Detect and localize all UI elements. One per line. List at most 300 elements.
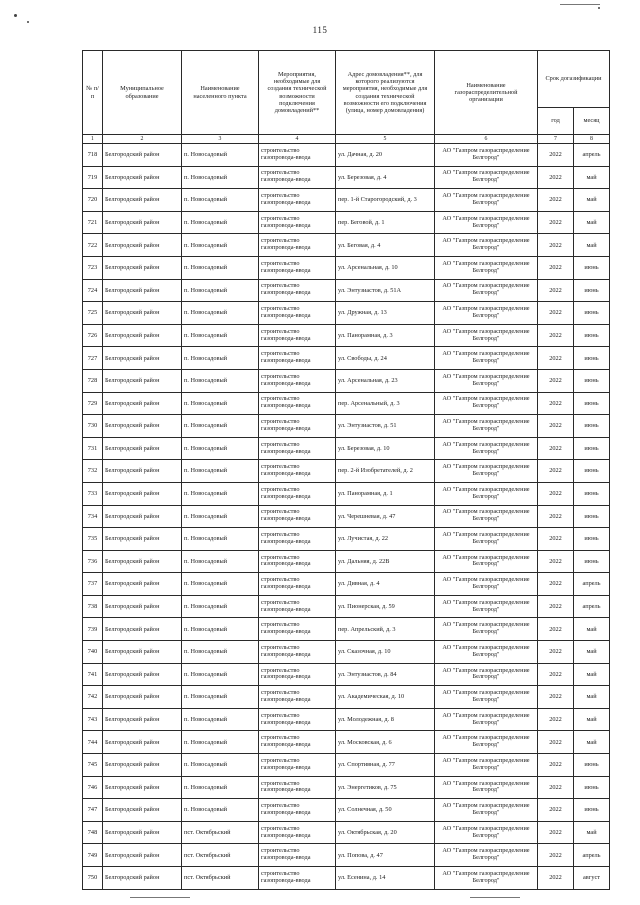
table-row [83, 392, 610, 415]
month-cell: июнь [574, 324, 610, 347]
row-number: 728 [83, 369, 103, 392]
column-number-row [83, 135, 610, 144]
row-number: 731 [83, 437, 103, 460]
row-number: 739 [83, 618, 103, 641]
month-cell: апрель [574, 573, 610, 596]
year-cell: 2022 [538, 663, 574, 686]
table-row [83, 821, 610, 844]
month-cell: июнь [574, 776, 610, 799]
table-row [83, 731, 610, 754]
org-cell: АО "Газпром газораспределение Белгород" [435, 663, 538, 686]
municipality-cell: Белгородский район [103, 189, 182, 212]
settlement-cell: п. Новосадовый [182, 324, 259, 347]
table-row [83, 867, 610, 890]
municipality-cell: Белгородский район [103, 821, 182, 844]
table-header [83, 51, 610, 144]
month-cell: июнь [574, 460, 610, 483]
municipality-cell: Белгородский район [103, 505, 182, 528]
municipality-cell: Белгородский район [103, 144, 182, 167]
address-cell: ул. Арсенальная, д. 23 [336, 369, 435, 392]
works-cell: строительство газопровода-ввода [259, 234, 336, 257]
address-cell: ул. Московская, д. 6 [336, 731, 435, 754]
address-cell: ул. Дачная, д. 20 [336, 144, 435, 167]
header-works: Мероприятия, необходимые для создания технической возможности подключения домовладений** [259, 51, 336, 135]
municipality-cell: Белгородский район [103, 799, 182, 822]
row-number: 746 [83, 776, 103, 799]
settlement-cell: п. Новосадовый [182, 708, 259, 731]
municipality-cell: Белгородский район [103, 844, 182, 867]
table-row [83, 641, 610, 664]
works-cell: строительство газопровода-ввода [259, 641, 336, 664]
municipality-cell: Белгородский район [103, 708, 182, 731]
address-cell: ул. Дружная, д. 13 [336, 302, 435, 325]
municipality-cell: Белгородский район [103, 392, 182, 415]
settlement-cell: п. Новосадовый [182, 144, 259, 167]
row-number: 736 [83, 550, 103, 573]
works-cell: строительство газопровода-ввода [259, 550, 336, 573]
table-row [83, 618, 610, 641]
column-number: 4 [259, 135, 336, 144]
municipality-cell: Белгородский район [103, 528, 182, 551]
year-cell: 2022 [538, 302, 574, 325]
year-cell: 2022 [538, 641, 574, 664]
year-cell: 2022 [538, 686, 574, 709]
settlement-cell: п. Новосадовый [182, 369, 259, 392]
municipality-cell: Белгородский район [103, 437, 182, 460]
month-cell: июнь [574, 754, 610, 777]
scan-streak [470, 897, 520, 898]
year-cell: 2022 [538, 369, 574, 392]
address-cell: ул. Попова, д. 47 [336, 844, 435, 867]
address-cell: ул. Академическая, д. 10 [336, 686, 435, 709]
org-cell: АО "Газпром газораспределение Белгород" [435, 415, 538, 438]
address-cell: ул. Арсенальная, д. 10 [336, 256, 435, 279]
works-cell: строительство газопровода-ввода [259, 460, 336, 483]
row-number: 729 [83, 392, 103, 415]
table-row [83, 595, 610, 618]
year-cell: 2022 [538, 482, 574, 505]
org-cell: АО "Газпром газораспределение Белгород" [435, 505, 538, 528]
works-cell: строительство газопровода-ввода [259, 595, 336, 618]
settlement-cell: пст. Октябрьский [182, 844, 259, 867]
works-cell: строительство газопровода-ввода [259, 505, 336, 528]
works-cell: строительство газопровода-ввода [259, 302, 336, 325]
month-cell: июнь [574, 482, 610, 505]
column-number: 1 [83, 135, 103, 144]
table-row [83, 279, 610, 302]
month-cell: май [574, 166, 610, 189]
page-number: 115 [312, 25, 328, 35]
municipality-cell: Белгородский район [103, 776, 182, 799]
year-cell: 2022 [538, 347, 574, 370]
org-cell: АО "Газпром газораспределение Белгород" [435, 256, 538, 279]
table-body [83, 144, 610, 890]
row-number: 747 [83, 799, 103, 822]
works-cell: строительство газопровода-ввода [259, 392, 336, 415]
header-org: Наименование газораспределительной организации [435, 51, 538, 135]
settlement-cell: п. Новосадовый [182, 731, 259, 754]
row-number: 735 [83, 528, 103, 551]
works-cell: строительство газопровода-ввода [259, 415, 336, 438]
works-cell: строительство газопровода-ввода [259, 776, 336, 799]
municipality-cell: Белгородский район [103, 415, 182, 438]
header-term: Срок догазификации [538, 51, 610, 108]
row-number: 718 [83, 144, 103, 167]
settlement-cell: п. Новосадовый [182, 595, 259, 618]
org-cell: АО "Газпром газораспределение Белгород" [435, 392, 538, 415]
address-cell: пер. 2-й Изобретателей, д. 2 [336, 460, 435, 483]
municipality-cell: Белгородский район [103, 211, 182, 234]
table-row [83, 844, 610, 867]
month-cell: май [574, 821, 610, 844]
settlement-cell: п. Новосадовый [182, 279, 259, 302]
table-row [83, 550, 610, 573]
row-number: 738 [83, 595, 103, 618]
org-cell: АО "Газпром газораспределение Белгород" [435, 776, 538, 799]
works-cell: строительство газопровода-ввода [259, 844, 336, 867]
year-cell: 2022 [538, 731, 574, 754]
header-settlement: Наименование населенного пункта [182, 51, 259, 135]
municipality-cell: Белгородский район [103, 573, 182, 596]
row-number: 721 [83, 211, 103, 234]
municipality-cell: Белгородский район [103, 279, 182, 302]
works-cell: строительство газопровода-ввода [259, 821, 336, 844]
row-number: 726 [83, 324, 103, 347]
header-municipality: Муниципальное образование [103, 51, 182, 135]
settlement-cell: п. Новосадовый [182, 663, 259, 686]
org-cell: АО "Газпром газораспределение Белгород" [435, 166, 538, 189]
table-row [83, 437, 610, 460]
address-cell: ул. Молодежная, д. 8 [336, 708, 435, 731]
address-cell: ул. Энтузиастов, д. 84 [336, 663, 435, 686]
column-number: 7 [538, 135, 574, 144]
org-cell: АО "Газпром газораспределение Белгород" [435, 821, 538, 844]
month-cell: июнь [574, 799, 610, 822]
table-row [83, 211, 610, 234]
settlement-cell: п. Новосадовый [182, 776, 259, 799]
settlement-cell: п. Новосадовый [182, 437, 259, 460]
year-cell: 2022 [538, 415, 574, 438]
org-cell: АО "Газпром газораспределение Белгород" [435, 867, 538, 890]
settlement-cell: п. Новосадовый [182, 211, 259, 234]
month-cell: июнь [574, 302, 610, 325]
address-cell: ул. Дивная, д. 4 [336, 573, 435, 596]
settlement-cell: п. Новосадовый [182, 302, 259, 325]
settlement-cell: п. Новосадовый [182, 415, 259, 438]
month-cell: июнь [574, 528, 610, 551]
municipality-cell: Белгородский район [103, 595, 182, 618]
address-cell: ул. Энтузиастов, д. 51А [336, 279, 435, 302]
org-cell: АО "Газпром газораспределение Белгород" [435, 799, 538, 822]
column-number: 6 [435, 135, 538, 144]
org-cell: АО "Газпром газораспределение Белгород" [435, 573, 538, 596]
works-cell: строительство газопровода-ввода [259, 144, 336, 167]
address-cell: ул. Есенина, д. 14 [336, 867, 435, 890]
address-cell: ул. Спортивная, д. 77 [336, 754, 435, 777]
municipality-cell: Белгородский район [103, 482, 182, 505]
year-cell: 2022 [538, 279, 574, 302]
table-row [83, 686, 610, 709]
month-cell: апрель [574, 844, 610, 867]
org-cell: АО "Газпром газораспределение Белгород" [435, 189, 538, 212]
org-cell: АО "Газпром газораспределение Белгород" [435, 754, 538, 777]
year-cell: 2022 [538, 550, 574, 573]
year-cell: 2022 [538, 867, 574, 890]
row-number: 741 [83, 663, 103, 686]
row-number: 725 [83, 302, 103, 325]
month-cell: май [574, 234, 610, 257]
year-cell: 2022 [538, 844, 574, 867]
scan-speck [14, 14, 17, 17]
org-cell: АО "Газпром газораспределение Белгород" [435, 347, 538, 370]
org-cell: АО "Газпром газораспределение Белгород" [435, 234, 538, 257]
month-cell: апрель [574, 595, 610, 618]
settlement-cell: п. Новосадовый [182, 799, 259, 822]
municipality-cell: Белгородский район [103, 731, 182, 754]
table-row [83, 369, 610, 392]
row-number: 745 [83, 754, 103, 777]
row-number: 748 [83, 821, 103, 844]
settlement-cell: п. Новосадовый [182, 505, 259, 528]
month-cell: июнь [574, 347, 610, 370]
table-row [83, 528, 610, 551]
table-row [83, 482, 610, 505]
month-cell: июнь [574, 392, 610, 415]
works-cell: строительство газопровода-ввода [259, 324, 336, 347]
org-cell: АО "Газпром газораспределение Белгород" [435, 144, 538, 167]
works-cell: строительство газопровода-ввода [259, 708, 336, 731]
month-cell: июнь [574, 256, 610, 279]
scan-speck [598, 7, 600, 9]
org-cell: АО "Газпром газораспределение Белгород" [435, 369, 538, 392]
works-cell: строительство газопровода-ввода [259, 482, 336, 505]
works-cell: строительство газопровода-ввода [259, 867, 336, 890]
year-cell: 2022 [538, 573, 574, 596]
table-row [83, 708, 610, 731]
address-cell: ул. Дальняя, д. 22В [336, 550, 435, 573]
year-cell: 2022 [538, 256, 574, 279]
scan-streak [560, 4, 600, 5]
year-cell: 2022 [538, 211, 574, 234]
settlement-cell: п. Новосадовый [182, 482, 259, 505]
table-row [83, 347, 610, 370]
gasification-table [82, 50, 610, 890]
table-row [83, 415, 610, 438]
settlement-cell: п. Новосадовый [182, 166, 259, 189]
org-cell: АО "Газпром газораспределение Белгород" [435, 595, 538, 618]
table-row [83, 505, 610, 528]
row-number: 732 [83, 460, 103, 483]
works-cell: строительство газопровода-ввода [259, 663, 336, 686]
year-cell: 2022 [538, 754, 574, 777]
municipality-cell: Белгородский район [103, 686, 182, 709]
municipality-cell: Белгородский район [103, 166, 182, 189]
address-cell: ул. Энтузиастов, д. 51 [336, 415, 435, 438]
month-cell: июнь [574, 437, 610, 460]
row-number: 733 [83, 482, 103, 505]
month-cell: май [574, 663, 610, 686]
year-cell: 2022 [538, 392, 574, 415]
works-cell: строительство газопровода-ввода [259, 754, 336, 777]
address-cell: ул. Черешневая, д. 47 [336, 505, 435, 528]
month-cell: май [574, 686, 610, 709]
year-cell: 2022 [538, 595, 574, 618]
month-cell: май [574, 708, 610, 731]
municipality-cell: Белгородский район [103, 460, 182, 483]
month-cell: май [574, 641, 610, 664]
year-cell: 2022 [538, 189, 574, 212]
municipality-cell: Белгородский район [103, 867, 182, 890]
org-cell: АО "Газпром газораспределение Белгород" [435, 211, 538, 234]
header-month: месяц [574, 108, 610, 135]
address-cell: ул. Лучистая, д. 22 [336, 528, 435, 551]
row-number: 724 [83, 279, 103, 302]
settlement-cell: п. Новосадовый [182, 528, 259, 551]
municipality-cell: Белгородский район [103, 302, 182, 325]
works-cell: строительство газопровода-ввода [259, 369, 336, 392]
org-cell: АО "Газпром газораспределение Белгород" [435, 302, 538, 325]
row-number: 719 [83, 166, 103, 189]
row-number: 730 [83, 415, 103, 438]
settlement-cell: пст. Октябрьский [182, 821, 259, 844]
settlement-cell: п. Новосадовый [182, 641, 259, 664]
row-number: 723 [83, 256, 103, 279]
table-row [83, 166, 610, 189]
year-cell: 2022 [538, 821, 574, 844]
org-cell: АО "Газпром газораспределение Белгород" [435, 324, 538, 347]
table-row [83, 663, 610, 686]
header-address: Адрес домовладения**, для которого реализуются мероприятия, необходимые для создания технической возможности его подключения (улица, номер домовладения) [336, 51, 435, 135]
works-cell: строительство газопровода-ввода [259, 437, 336, 460]
address-cell: пер. Арсенальный, д. 3 [336, 392, 435, 415]
year-cell: 2022 [538, 618, 574, 641]
org-cell: АО "Газпром газораспределение Белгород" [435, 708, 538, 731]
month-cell: май [574, 731, 610, 754]
org-cell: АО "Газпром газораспределение Белгород" [435, 844, 538, 867]
year-cell: 2022 [538, 166, 574, 189]
municipality-cell: Белгородский район [103, 754, 182, 777]
row-number: 734 [83, 505, 103, 528]
column-number: 8 [574, 135, 610, 144]
settlement-cell: п. Новосадовый [182, 234, 259, 257]
settlement-cell: пст. Октябрьский [182, 867, 259, 890]
settlement-cell: п. Новосадовый [182, 347, 259, 370]
works-cell: строительство газопровода-ввода [259, 347, 336, 370]
settlement-cell: п. Новосадовый [182, 754, 259, 777]
address-cell: пер. 1-й Старогородский, д. 3 [336, 189, 435, 212]
org-cell: АО "Газпром газораспределение Белгород" [435, 279, 538, 302]
month-cell: май [574, 211, 610, 234]
row-number: 742 [83, 686, 103, 709]
org-cell: АО "Газпром газораспределение Белгород" [435, 460, 538, 483]
table-row [83, 776, 610, 799]
row-number: 740 [83, 641, 103, 664]
row-number: 720 [83, 189, 103, 212]
month-cell: июнь [574, 505, 610, 528]
scan-speck [27, 21, 29, 23]
address-cell: ул. Солнечная, д. 50 [336, 799, 435, 822]
municipality-cell: Белгородский район [103, 234, 182, 257]
year-cell: 2022 [538, 799, 574, 822]
address-cell: ул. Энергетиков, д. 75 [336, 776, 435, 799]
year-cell: 2022 [538, 776, 574, 799]
table-row [83, 256, 610, 279]
row-number: 749 [83, 844, 103, 867]
row-number: 744 [83, 731, 103, 754]
row-number: 750 [83, 867, 103, 890]
year-cell: 2022 [538, 708, 574, 731]
municipality-cell: Белгородский район [103, 618, 182, 641]
column-number: 3 [182, 135, 259, 144]
header-num: № п/п [83, 51, 103, 135]
settlement-cell: п. Новосадовый [182, 618, 259, 641]
works-cell: строительство газопровода-ввода [259, 528, 336, 551]
works-cell: строительство газопровода-ввода [259, 686, 336, 709]
works-cell: строительство газопровода-ввода [259, 573, 336, 596]
org-cell: АО "Газпром газораспределение Белгород" [435, 437, 538, 460]
header-year: год [538, 108, 574, 135]
table-row [83, 234, 610, 257]
month-cell: апрель [574, 144, 610, 167]
org-cell: АО "Газпром газораспределение Белгород" [435, 618, 538, 641]
address-cell: ул. Панорамная, д. 1 [336, 482, 435, 505]
address-cell: ул. Пионерская, д. 59 [336, 595, 435, 618]
month-cell: август [574, 867, 610, 890]
year-cell: 2022 [538, 234, 574, 257]
municipality-cell: Белгородский район [103, 550, 182, 573]
table-row [83, 324, 610, 347]
row-number: 722 [83, 234, 103, 257]
address-cell: пер. Апрельский, д. 3 [336, 618, 435, 641]
address-cell: ул. Октябрьская, д. 20 [336, 821, 435, 844]
year-cell: 2022 [538, 505, 574, 528]
address-cell: ул. Панорамная, д. 3 [336, 324, 435, 347]
settlement-cell: п. Новосадовый [182, 460, 259, 483]
org-cell: АО "Газпром газораспределение Белгород" [435, 686, 538, 709]
municipality-cell: Белгородский район [103, 663, 182, 686]
year-cell: 2022 [538, 437, 574, 460]
address-cell: ул. Сказочная, д. 10 [336, 641, 435, 664]
municipality-cell: Белгородский район [103, 641, 182, 664]
works-cell: строительство газопровода-ввода [259, 731, 336, 754]
month-cell: июнь [574, 279, 610, 302]
year-cell: 2022 [538, 144, 574, 167]
month-cell: июнь [574, 415, 610, 438]
address-cell: ул. Березовая, д. 10 [336, 437, 435, 460]
works-cell: строительство газопровода-ввода [259, 166, 336, 189]
settlement-cell: п. Новосадовый [182, 189, 259, 212]
municipality-cell: Белгородский район [103, 347, 182, 370]
table-row [83, 799, 610, 822]
works-cell: строительство газопровода-ввода [259, 618, 336, 641]
address-cell: ул. Беговая, д. 4 [336, 234, 435, 257]
address-cell: пер. Беговой, д. 1 [336, 211, 435, 234]
table-row [83, 189, 610, 212]
org-cell: АО "Газпром газораспределение Белгород" [435, 550, 538, 573]
org-cell: АО "Газпром газораспределение Белгород" [435, 641, 538, 664]
works-cell: строительство газопровода-ввода [259, 799, 336, 822]
row-number: 737 [83, 573, 103, 596]
works-cell: строительство газопровода-ввода [259, 189, 336, 212]
settlement-cell: п. Новосадовый [182, 392, 259, 415]
municipality-cell: Белгородский район [103, 324, 182, 347]
year-cell: 2022 [538, 460, 574, 483]
month-cell: май [574, 618, 610, 641]
settlement-cell: п. Новосадовый [182, 573, 259, 596]
row-number: 743 [83, 708, 103, 731]
org-cell: АО "Газпром газораспределение Белгород" [435, 731, 538, 754]
table-row [83, 144, 610, 167]
